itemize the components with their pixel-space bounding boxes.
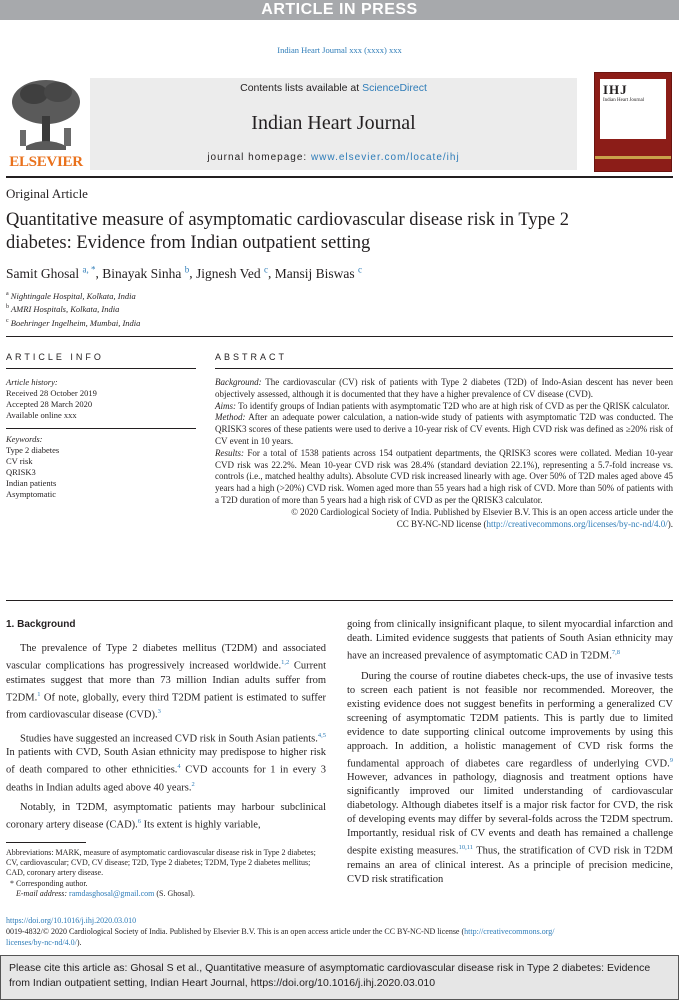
citation-ref[interactable]: 1,2 [281, 659, 290, 666]
keyword: QRISK3 [6, 467, 36, 477]
author-list: Samit Ghosal $^{a, *}$, Binayak Sinha $^b$, Jignesh Ved $^c$, Mansij Biswas $^c$ [6, 264, 363, 281]
body-paragraph: Studies have suggested an increased CVD risk in South Asian patients.$^{4,5}$ In patients with CVD, South Asian ethnicity may predispose to higher risk of death compared to other ethnicities.$^4$ CVD accounts for 1 in every 3 deaths in Indian adults aged above 40 years.$^2$ [6, 731, 326, 793]
footnote-rule [6, 842, 86, 843]
abstract-bottom-rule [6, 600, 673, 601]
article-info-heading: ARTICLE INFO [6, 352, 104, 362]
abstract-method: Method: After an adequate power calculation, a nation-wide study of patients with asymptomatic T2D was conducted. The QRISK3 scores of these patients were used to derive a 10-year risk of CV events. High CVD risk was defined as ≥20% risk of CV event in 10 years. [215, 412, 673, 446]
body-paragraph: During the course of routine diabetes check-ups, the use of invasive tests to screen each patient is not feasible nor recommended. Moreover, the existing evidence does not suggest benefits in performing a generalized CV screening of asymptomatic T2DM patients. This is partly due to limited evidence to date supporting clinical outcome improvements by using this approach. In addition, a holistic management of CVD risk forms the fundamental approach of diabetes care regardless of underlying CVD.$^9$ However, advances in pathology, diagnosis and treatment options have significantly improved our limited understanding of cardiovascular diabetology. Although diabetes itself is a major risk factor for CVD, the risk of developing events may differ by several-folds across the T2DM spectrum. Importantly, residual risk of CV events and death has remained a challenge despite existing measures.$^{10,11}$ Thus, the stratification of CVD risk in T2DM remains an area of clinical interest. As a principle of precision medicine, CVD risk stratification [347, 670, 673, 885]
citation-ref[interactable]: 2 [191, 780, 195, 788]
article-in-press-banner: ARTICLE IN PRESS [0, 0, 679, 20]
article-type: Original Article [6, 186, 88, 201]
affiliation: $^b$ AMRI Hospitals, Kolkata, India [6, 304, 120, 315]
license-link[interactable]: http://creativecommons.org/ [464, 927, 555, 936]
article-info [6, 377, 196, 500]
citation-ref[interactable]: 6 [137, 818, 142, 825]
abstract-rule [215, 368, 673, 369]
tree-icon [6, 76, 86, 152]
citation-ref[interactable]: 1 [37, 690, 41, 698]
body-paragraph: The prevalence of Type 2 diabetes mellitus (T2DM) and associated vascular complications has progressively increased worldwide.$^{1,2}$ Current estimates suggest that more than 73 million Indian adults suffer from T2DM.$^1$ Of note, globally, every third T2DM patient is estimated to suffer from cardiovascular disease (CVD).$^3$ [6, 643, 326, 721]
abstract-copyright: © 2020 Cardiological Society of India. Published by Elsevier B.V. This is an open access article under the CC BY-NC-ND license (http://creativecommons.org/licenses/by-nc-nd/4.0/). [291, 506, 673, 529]
citation-ref[interactable]: 10,11 [458, 844, 473, 851]
abstract-heading: ABSTRACT [215, 352, 288, 362]
sciencedirect-link[interactable]: ScienceDirect [362, 82, 427, 94]
keyword: Asymptomatic [6, 489, 57, 499]
elsevier-wordmark: ELSEVIER [9, 154, 83, 170]
cover-stripe [595, 156, 671, 159]
body-column-left [6, 618, 326, 839]
elsevier-tree-logo [6, 76, 86, 168]
keyword: Type 2 diabetes [6, 445, 60, 455]
online-date: Available online xxx [6, 410, 77, 420]
info-rule [6, 368, 196, 369]
masthead-rule [6, 176, 673, 178]
email-link[interactable]: ramdasghosal@gmail.com [69, 888, 155, 898]
body-paragraph: Notably, in T2DM, asymptomatic patients may harbour subclinical coronary artery disease (CAD).$^6$ Its extent is highly variable, [6, 802, 326, 831]
affiliations [6, 289, 140, 329]
issn-license-line: 0019-4832/© 2020 Cardiological Society of India. Published by Elsevier B.V. This is an open access article under the CC BY-NC-ND license (http://creativecommons.org/ licenses/by-nc-nd/4.0/). [6, 927, 555, 947]
corresponding-note: * Corresponding author. [10, 878, 88, 888]
journal-header-box [90, 78, 577, 170]
doi-link[interactable]: https://doi.org/10.1016/j.ihj.2020.03.010 [6, 916, 137, 925]
keywords-rule [6, 428, 196, 429]
citation-ref[interactable]: 7,8 [611, 649, 620, 656]
journal-cover-image [594, 72, 672, 172]
abstract-results: Results: For a total of 1538 patients across 154 outpatient departments, the QRISK3 scores were collated. Median 10-year CVD risk was 22.2%. Mean 10-year CVD risk was 28.4% (standard deviation 22.1%), representing a 5.7-fold increase vs. controls (i.e., matched healthy adults). Absolute CVD risk increased linearly with age. Over 50% of T2D males aged above 45 years had a high (>20%) CVD risk. Women aged more than 55 years had a high risk of CVD. More than 50% of patients with a T2D duration of more than 5 years had a high risk of CVD as per the QRISK3 calculator. [215, 447, 673, 505]
contents-line [90, 82, 577, 94]
homepage-prefix: journal homepage: [207, 152, 311, 163]
section-title: 1. Background [6, 619, 76, 630]
author[interactable]: Samit Ghosal $^{a, *}$ [6, 264, 96, 281]
author[interactable]: Binayak Sinha $^b$ [102, 264, 190, 281]
email-line: E-mail address: ramdasghosal@gmail.com (S. Ghosal). [16, 888, 195, 898]
citation-ref[interactable]: 9 [669, 756, 673, 764]
abstract-body [215, 377, 673, 530]
history-label: Article history: [6, 377, 58, 387]
abstract-aims: Aims: To identify groups of Indian patients with asymptomatic T2D who are at high risk of CVD as per the QRISK calculator. [215, 400, 670, 411]
article-title: Quantitative measure of asymptomatic cardiovascular disease risk in Type 2 diabetes: Evidence from Indian outpatient setting [6, 210, 569, 253]
homepage-link[interactable]: www.elsevier.com/locate/ihj [310, 152, 460, 163]
cover-subtitle: Indian Heart Journal [603, 98, 645, 103]
cover-label [600, 79, 666, 139]
affil-rule [6, 336, 673, 337]
journal-homepage [90, 152, 577, 163]
affiliation: $^a$ Nightingale Hospital, Kolkata, India [6, 290, 136, 301]
author[interactable]: Jignesh Ved $^c$ [196, 264, 269, 281]
abstract-background: Background: The cardiovascular (CV) risk of patients with Type 2 diabetes (T2D) of Indo-Asian descent has never been objectively assessed, although it is documented that they have a higher prevalence of CV disease (CVD). [215, 377, 673, 399]
author[interactable]: Mansij Biswas $^c$ [274, 264, 363, 281]
contents-prefix: Contents lists available at [240, 82, 363, 94]
affiliation: $^c$ Boehringer Ingelheim, Mumbai, India [6, 317, 141, 328]
keyword: CV risk [6, 456, 33, 466]
cover-title: IHJ [603, 82, 628, 97]
citation-ref[interactable]: 3 [157, 708, 161, 715]
masthead [6, 72, 673, 172]
keyword: Indian patients [6, 478, 57, 488]
journal-citation-link[interactable]: Indian Heart Journal xxx (xxxx) xxx [277, 45, 402, 55]
citation-box: Please cite this article as: Ghosal S et al., Quantitative measure of asymptomatic cardiovascular disease risk in Type 2 diabetes: Evidence from Indian outpatient setting, Indian Heart Journal, https://doi.org/10.1016/j.ihj.2020.03.010 [0, 955, 679, 1000]
body-paragraph: going from clinically insignificant plaque, to silent myocardial infarction and death. Limited evidence suggests that patients of South Asian ethnicity may have an increased prevalence of asymptomatic CAD in T2DM.$^{7,8}$ [347, 619, 673, 662]
license-link[interactable]: http://creativecommons.org/licenses/by-nc-nd/4.0/ [486, 518, 668, 529]
license-link[interactable]: licenses/by-nc-nd/4.0/ [6, 937, 77, 947]
keywords-label: Keywords: [6, 434, 43, 444]
citation-ref[interactable]: 4 [177, 763, 181, 770]
accepted-date: Accepted 28 March 2020 [6, 399, 93, 409]
abbreviations: Abbreviations: MARK, measure of asymptomatic cardiovascular disease risk in Type 2 diabetes; CV, cardiovascular; CVD, CV disease; T2D, Type 2 diabetes; T2DM, Type 2 diabetes mellitus; CAD, coronary artery disease. [6, 848, 316, 878]
citation-ref[interactable]: 4,5 [317, 731, 326, 739]
journal-name: Indian Heart Journal [251, 112, 416, 134]
received-date: Received 28 October 2019 [6, 388, 97, 398]
body-column-right [347, 618, 673, 893]
footnotes [6, 848, 326, 899]
